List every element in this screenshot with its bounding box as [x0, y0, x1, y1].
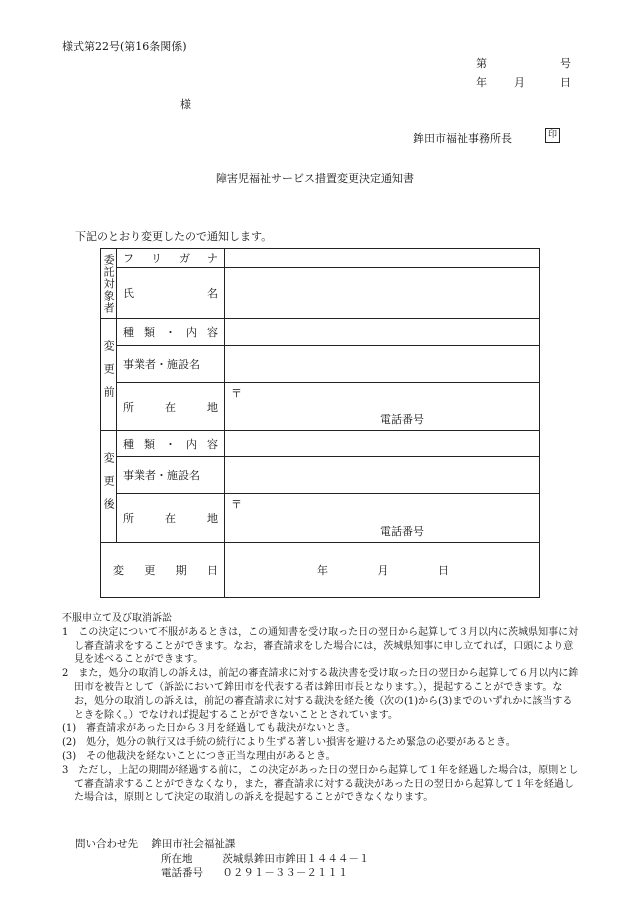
- document-title: 障害児福祉サービス措置変更決定通知書: [216, 172, 414, 185]
- change-details-table: [100, 248, 540, 598]
- furigana-field[interactable]: [225, 249, 540, 268]
- before-kind-field[interactable]: [225, 319, 540, 346]
- note-sub-2: (2) 処分，処分の執行又は手続の続行により生ずる著しい損害を避けるため緊急の必要があるとき。: [62, 737, 516, 749]
- after-tel-label: 電話番号: [380, 525, 424, 538]
- after-address-label: 所 在 地: [117, 494, 225, 543]
- before-label: 変更前: [101, 319, 117, 431]
- notes-heading: 不服申立て及び取消訴訟: [62, 613, 172, 624]
- name-label: 氏 名: [117, 268, 225, 319]
- after-label: 変更後: [101, 431, 117, 543]
- contact-info: [75, 837, 369, 881]
- appeal-notes: [62, 612, 582, 805]
- issue-day: 日: [560, 76, 571, 89]
- after-address-field[interactable]: [225, 494, 540, 543]
- before-provider-label: 事業者・施設名: [117, 346, 225, 383]
- note-sub-3: (3) その他裁決を経ないことにつき正当な理由があるとき。: [62, 750, 336, 762]
- furigana-label: フ リ ガ ナ: [117, 249, 225, 268]
- before-tel-label: 電話番号: [380, 413, 424, 426]
- note-paragraph-3: 3 ただし，上記の期間が経過する前に，この決定があった日の翌日から起算して１年を経過した場合は，原則として審査請求することができなくなり，また，審査請求に対する裁決があった日の翌日から起算して１年を経過した場合は，原則として決定の取消しの訴えを提起することができなくなります。: [62, 764, 579, 804]
- tel-value: ０２９１－３３－２１１１: [222, 867, 349, 879]
- after-kind-field[interactable]: [225, 431, 540, 457]
- document-number-line: [476, 55, 571, 71]
- change-date-label: 変 更 期 日: [101, 543, 225, 598]
- tel-label: 電話番号: [161, 867, 203, 879]
- subject-label: 委託対象者: [101, 249, 117, 319]
- issue-month: 月: [514, 76, 525, 89]
- postal-mark: 〒: [231, 498, 242, 511]
- intro-text: 下記のとおり変更したので通知します。: [75, 230, 273, 243]
- before-address-field[interactable]: [225, 383, 540, 431]
- note-paragraph-2: 2 また，処分の取消しの訴えは，前記の審査請求に対する裁決書を受け取った日の翌日から起算して６月以内に鉾田市を被告として（訴訟において鉾田市を代表する者は鉾田市長となります。），提起することができます。なお，処分の取消しの訴えは，前記の審査請求に対する裁決を経た後（次の(1)から(3)までのいずれかに該当するときを除く。）でなければ提起することができないこととされています。: [62, 668, 579, 721]
- before-kind-label: 種 類 ・ 内 容: [117, 319, 225, 346]
- seal-mark: 印: [545, 128, 560, 143]
- change-date-field[interactable]: 年 月 日: [225, 543, 540, 598]
- note-paragraph-1: 1 この決定について不服があるときは，この通知書を受け取った日の翌日から起算して３月以内に茨城県知事に対し審査請求をすることができます。なお，審査請求をした場合には，茨城県知事に申し立てれば，口頭により意見を述べることができます。: [62, 626, 579, 666]
- recipient-suffix: 様: [180, 98, 191, 111]
- before-provider-field[interactable]: [225, 346, 540, 383]
- after-provider-field[interactable]: [225, 457, 540, 494]
- contact-dept: 鉾田市社会福祉課: [151, 838, 236, 850]
- before-address-label: 所 在 地: [117, 383, 225, 431]
- form-number: 様式第22号(第16条関係): [62, 40, 187, 53]
- after-kind-label: 種 類 ・ 内 容: [117, 431, 225, 457]
- address-value: 茨城県鉾田市鉾田１４４４－１: [222, 852, 370, 865]
- name-field[interactable]: [225, 268, 540, 319]
- note-sub-1: (1) 審査請求があった日から３月を経過しても裁決がないとき。: [62, 723, 356, 735]
- postal-mark: 〒: [231, 387, 242, 400]
- issue-year: 年: [476, 76, 487, 89]
- number-suffix: 号: [560, 57, 571, 70]
- address-label: 所在地: [161, 852, 193, 865]
- after-provider-label: 事業者・施設名: [117, 457, 225, 494]
- sender-name: 鉾田市福祉事務所長: [413, 132, 512, 145]
- number-prefix: 第: [476, 57, 487, 70]
- contact-label: 問い合わせ先: [75, 838, 138, 850]
